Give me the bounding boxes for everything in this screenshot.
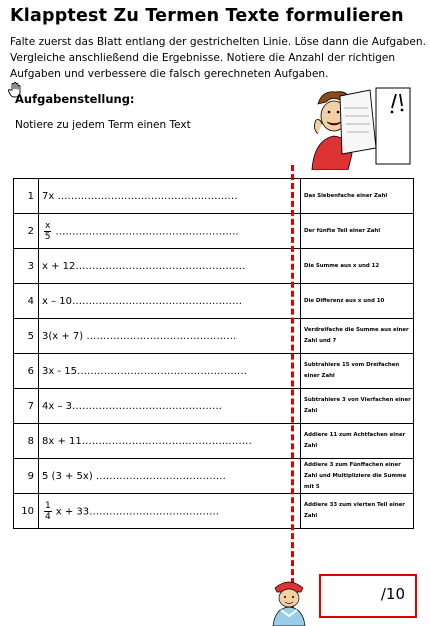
term-cell: [39, 494, 301, 529]
term-cell: 7x ………………………………………………: [39, 179, 301, 214]
answer-cell: Addiere 11 zum Achtfachen einer Zahl: [301, 424, 414, 459]
row-number: 7: [14, 389, 39, 424]
fraction: [44, 501, 52, 522]
answer-cell: Addiere 3 zum Fünffachen einer Zahl und Multipliziere die Summe mit 5: [301, 459, 414, 494]
table-row: [14, 319, 414, 354]
term-cell: 5 (3 + 5x) …………………………………: [39, 459, 301, 494]
exercise-table: [13, 178, 414, 529]
row-number: 10: [14, 494, 39, 529]
table-row: [14, 179, 414, 214]
instruction-line: Vergleiche anschließend die Ergebnisse. Notiere die Anzahl der richtigen: [10, 52, 396, 64]
student-with-paper-illustration: [306, 82, 414, 170]
table-row: [14, 284, 414, 319]
row-number: 2: [14, 214, 39, 249]
task-text: Notiere zu jedem Term einen Text: [15, 119, 191, 131]
page-title: Klapptest Zu Termen Texte formulieren: [10, 6, 404, 26]
row-number: 9: [14, 459, 39, 494]
table-row: [14, 354, 414, 389]
fraction-denominator: 5: [44, 231, 51, 242]
term-cell: 8x + 11……………………………………………: [39, 424, 301, 459]
term-cell: x + 12……………………………………………: [39, 249, 301, 284]
fraction-numerator: 1: [45, 500, 51, 511]
table-row: [14, 249, 414, 284]
table-row: [14, 494, 414, 529]
section-heading: Aufgabenstellung:: [15, 92, 135, 106]
term-cell: 3(x + 7) ………………………………………: [39, 319, 301, 354]
answer-cell: Die Differenz aus x und 10: [301, 284, 414, 319]
answer-cell: Verdreifache die Summe aus einer Zahl und 7: [301, 319, 414, 354]
term-text: x + 33…………………………………: [55, 506, 220, 517]
row-number: 4: [14, 284, 39, 319]
table-row: [14, 214, 414, 249]
term-cell: [39, 214, 301, 249]
answer-cell: Subtrahiere 3 von Vierfachen einer Zahl: [301, 389, 414, 424]
instructions: [10, 34, 424, 82]
term-cell: 3x - 15……………………………………………: [39, 354, 301, 389]
term-cell: 4x – 3………………………………………: [39, 389, 301, 424]
answer-cell: Die Summe aus x und 12: [301, 249, 414, 284]
mascot-illustration: [267, 576, 311, 626]
table-row: [14, 389, 414, 424]
row-number: 5: [14, 319, 39, 354]
fraction: [44, 221, 51, 242]
instruction-line: Aufgaben und verbessere die falsch gerechneten Aufgaben.: [10, 68, 329, 80]
answer-cell: Subtrahiere 15 vom Dreifachen einer Zahl: [301, 354, 414, 389]
answer-cell: Addiere 33 zum vierten Teil einer Zahl: [301, 494, 414, 529]
row-number: 8: [14, 424, 39, 459]
instruction-line: Falte zuerst das Blatt entlang der gestrichelten Linie. Löse dann die Aufgaben.: [10, 36, 426, 48]
fraction-denominator: 4: [45, 511, 51, 522]
term-cell: x – 10……………………………………………: [39, 284, 301, 319]
answer-cell: Der fünfte Teil einer Zahl: [301, 214, 414, 249]
score-text: /10: [380, 585, 405, 603]
term-text: ……………………………………………….: [55, 226, 239, 237]
fold-line: [291, 165, 294, 620]
table-row: [14, 459, 414, 494]
row-number: 6: [14, 354, 39, 389]
row-number: 3: [14, 249, 39, 284]
fraction-numerator: x: [45, 220, 51, 231]
row-number: 1: [14, 179, 39, 214]
table-row: [14, 424, 414, 459]
score-box: [319, 574, 417, 618]
answer-cell: Das Siebenfache einer Zahl: [301, 179, 414, 214]
